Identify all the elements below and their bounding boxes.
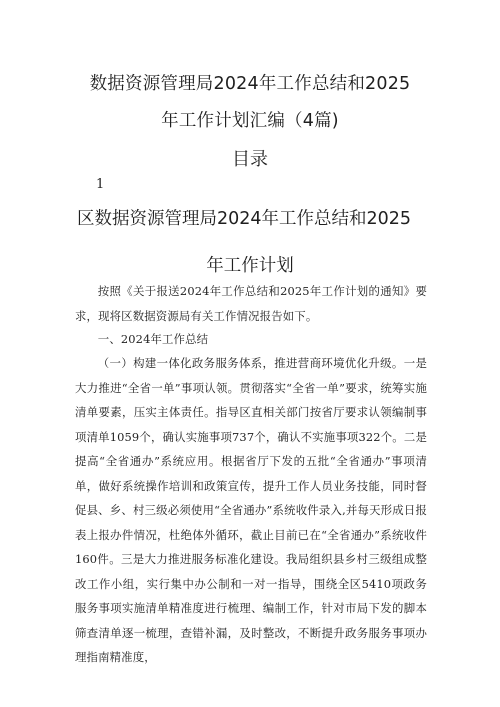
document-title-line-2: 年工作计划汇编（4篇): [161, 111, 339, 131]
intro-paragraph: 按照《关于报送2024年工作总结和2025年工作计划的通知》要求，现将区数据资源局有关工作情况报告如下。: [75, 284, 427, 323]
section-title-line-2: 年工作计划: [206, 256, 294, 276]
paragraph-1-block: [75, 351, 427, 670]
heading-1-block: [75, 327, 427, 352]
document-title-line-1: 数据资源管理局2024年工作总结和2025: [89, 74, 411, 94]
heading-1: 一、2024年工作总结: [97, 332, 209, 346]
intro-paragraph-block: [75, 279, 427, 328]
toc-heading: 目录: [232, 149, 268, 170]
section-title-line-1: 区数据资源管理局2024年工作总结和2025: [76, 209, 412, 229]
paragraph-1: （一）构建一体化政务服务体系，推进营商环境优化升级。一是大力推进“全省一单”事项认领。贯彻落实“全省一单”要求，统筹实施清单要素，压实主体责任。指导区直相关部门按省厅要求认领编制事项清单1059个，确认实施事项737个，确认不实施事项322个。二是提高“全省通办”系统应用。根据省厅下发的五批“全省通办”事项清单，做好系统操作培训和政策宣传，提升工作人员业务技能，同时督促县、乡、村三级必须使用“全省通办”系统收件录入,并每天形成日报表上报办件情况，杜绝体外循环，截止目前已在“全省通办”系统收件160件。三是大力推进服务标准化建设。我局组织县乡村三级组成整改工作小组，实行集中办公制和一对一指导，围绕全区5410项政务服务事项实施清单精准度进行梳理、编制工作，针对市局下发的脚本筛查清单逐一梳理，查错补漏，及时整改，不断提升政务服务事项办理指南精准度，: [75, 356, 427, 664]
toc-number: 1: [96, 177, 105, 192]
